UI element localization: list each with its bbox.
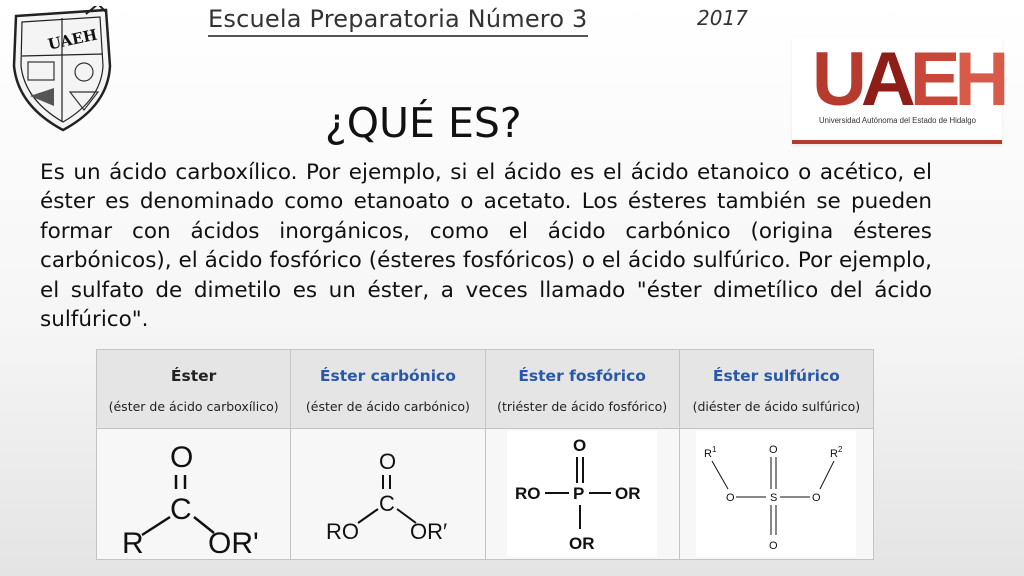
logo-underline: [792, 140, 1002, 144]
atom-phosphorus: P: [573, 484, 585, 503]
slide-title: ¿QUÉ ES?: [325, 99, 522, 147]
group-or-prime: OR': [207, 527, 259, 557]
atom-r: R: [121, 527, 144, 557]
slide-body-text: Es un ácido carboxílico. Por ejemplo, si el ácido es el ácido etanoico o acético, el éster es denominado como etanoato o acetato. Los ésteres también se pueden formar con ácidos inorgánicos, como el ácido carbónico (origina ésteres carbónicos), el ácido fosfórico (ésteres fosfóricos) o el ácido sulfúrico. Por ejemplo, el sulfato de dimetilo es un éster, a veces llamado "éster dimetílico del ácido sulfúrico".: [40, 160, 932, 333]
column-subtitle: (éster de ácido carboxílico): [108, 398, 279, 414]
atom-oxygen-top: O: [769, 444, 778, 456]
seal-text: UAEH: [46, 25, 99, 54]
svg-text:R1: [704, 445, 717, 460]
logo-letter-e: E: [909, 37, 955, 122]
table-header-row: [97, 350, 874, 429]
structure-cell-ester: [97, 429, 291, 560]
group-or-prime: OR′: [409, 519, 447, 544]
carbonic-ester-structure-diagram: [298, 431, 478, 557]
column-title-link[interactable]: Éster sulfúrico: [712, 366, 840, 385]
header-cell-ester-fosforico: [485, 350, 679, 429]
column-title-link[interactable]: Éster carbónico: [319, 366, 456, 385]
r1-superscript: 1: [712, 445, 717, 454]
group-or-bottom: OR: [569, 534, 595, 553]
svg-text:R2: [830, 445, 843, 460]
column-title-link[interactable]: Éster fosfórico: [518, 366, 646, 385]
atom-oxygen: O: [169, 441, 193, 474]
structure-cell-ester-carbonico: [291, 429, 485, 560]
atom-sulfur: S: [770, 492, 778, 504]
atom-oxygen: O: [573, 436, 587, 455]
school-seal-logo: [8, 6, 114, 134]
atom-oxygen-right: O: [812, 492, 821, 504]
school-name: Escuela Preparatoria Número 3: [208, 4, 588, 37]
logo-letter-h: H: [954, 37, 1004, 122]
atom-r1: R: [704, 448, 713, 460]
atom-carbon: C: [378, 491, 395, 516]
structure-cell-ester-fosforico: [485, 429, 679, 560]
logo-letter-u: U: [812, 37, 861, 122]
header-cell-ester: [97, 350, 291, 429]
ester-types-table: [96, 349, 874, 560]
atom-oxygen: O: [378, 449, 396, 474]
column-subtitle: (diéster de ácido sulfúrico): [692, 398, 861, 414]
group-ro: RO: [325, 519, 359, 544]
year-label: 2017: [697, 6, 748, 30]
column-subtitle: (triéster de ácido fosfórico): [497, 398, 668, 414]
sulfuric-ester-structure-diagram: [696, 431, 856, 557]
uaeh-logo: [792, 38, 1002, 144]
column-subtitle: (éster de ácido carbónico): [305, 398, 470, 414]
ester-structure-diagram: [104, 431, 284, 557]
atom-r2: R: [830, 448, 839, 460]
r2-superscript: 2: [838, 445, 843, 454]
atom-carbon: C: [169, 493, 192, 526]
atom-oxygen-left: O: [726, 492, 735, 504]
column-title: Éster: [170, 366, 217, 385]
header-cell-ester-sulfurico: [679, 350, 873, 429]
logo-letter-a: A: [860, 37, 910, 122]
logo-caption: Universidad Autónoma del Estado de Hidalgo: [819, 116, 976, 125]
group-ro: RO: [515, 484, 541, 503]
structure-cell-ester-sulfurico: [679, 429, 873, 560]
atom-oxygen-bottom: O: [769, 540, 778, 552]
table-structure-row: [97, 429, 874, 560]
phosphoric-ester-structure-diagram: [507, 431, 657, 557]
header-cell-ester-carbonico: [291, 350, 485, 429]
group-or-right: OR: [615, 484, 641, 503]
